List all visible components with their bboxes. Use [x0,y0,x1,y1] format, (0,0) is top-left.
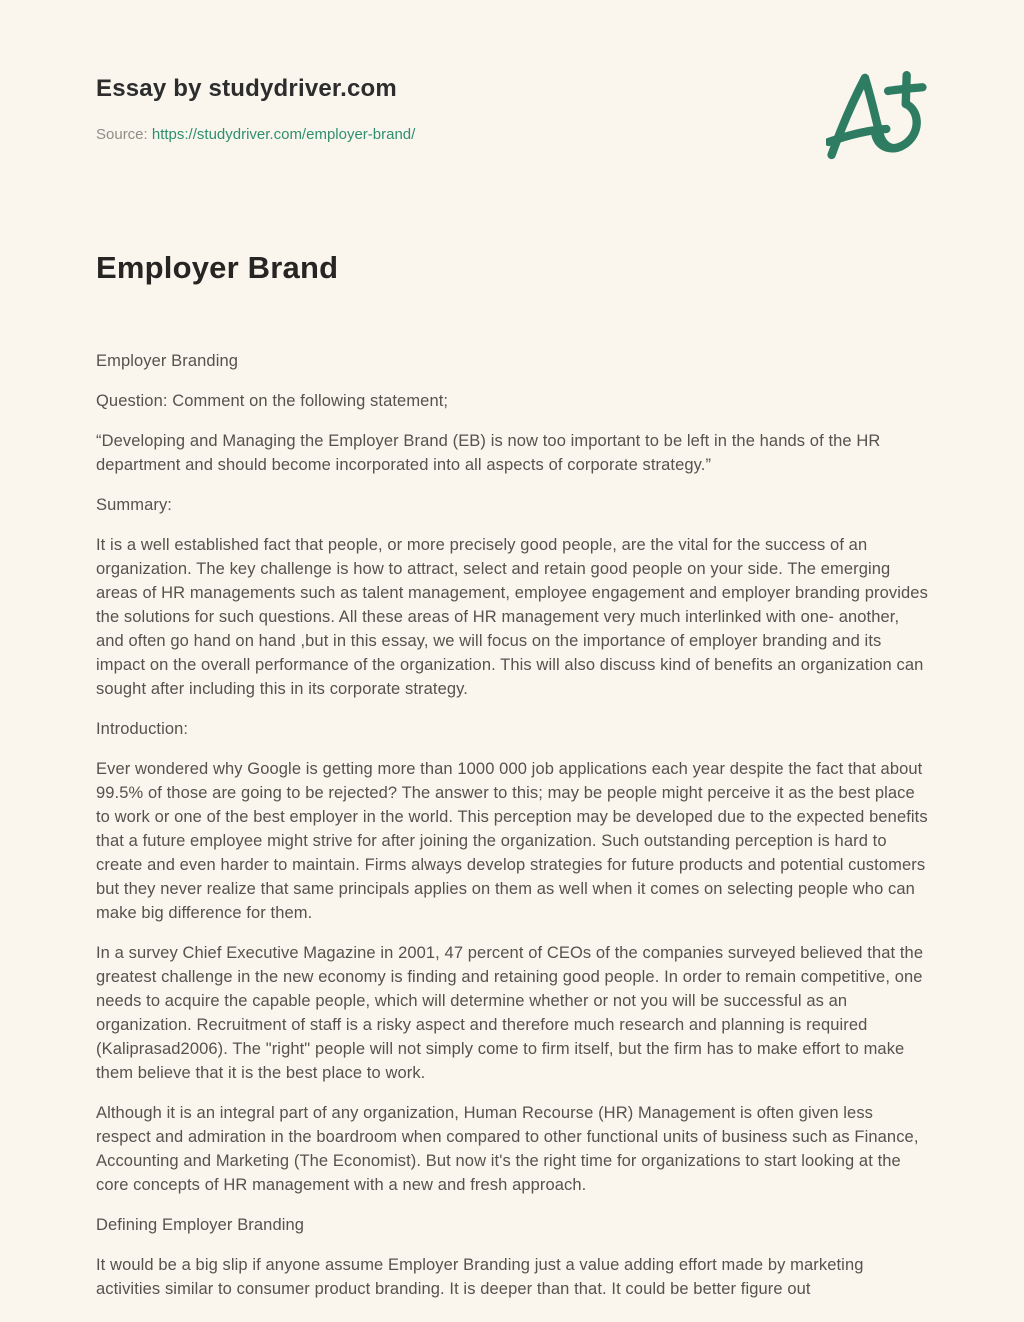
document-title: Employer Brand [96,250,339,285]
source-link[interactable]: https://studydriver.com/employer-brand/ [151,126,416,143]
defining-paragraph: It would be a big slip if anyone assume Employer Branding just a value adding effort made by marketing activities similar to consumer product branding. It is deeper than that. It could be better figure out [96,1256,864,1298]
heading-employer-branding: Employer Branding [96,352,239,370]
quote-statement: “Developing and Managing the Employer Brand (EB) is now too important to be left in the hands of the HR department and should become incorporated into all aspects of corporate strategy.” [96,432,881,474]
a-plus-logo-icon [826,69,928,163]
introduction-paragraph-3: Although it is an integral part of any organization, Human Recourse (HR) Management is often given less respect and admiration in the boardroom when compared to other functional units of business such as Finance, Accounting and Marketing (The Economist). But now it's the right time for organizations to start looking at the core concepts of HR management with a new and fresh approach. [96,1104,919,1194]
question-line: Question: Comment on the following statement; [96,392,449,410]
source-line [96,125,415,145]
page-header [96,75,928,163]
document-body [96,349,928,1301]
summary-paragraph: It is a well established fact that people, or more precisely good people, are the vital for the success of an organization. The key challenge is how to attract, select and retain good people on your side. The emerging areas of HR managements such as talent management, employee engagement and employer branding provides the solutions for such questions. All these areas of HR management very much interlinked with one- another, and often go hand on hand ,but in this essay, we will focus on the importance of employer branding and its impact on the overall performance of the organization. This will also discuss kind of benefits an organization can sought after including this in its corporate strategy. [96,536,928,698]
heading-summary: Summary: [96,496,172,514]
introduction-paragraph-1: Ever wondered why Google is getting more than 1000 000 job applications each year despite the fact that about 99.5% of those are going to be rejected? The answer to this; may be people might perceive it as the best place to work or one of the best employer in the world. This perception may be developed due to the expected benefits that a future employee might strive for after joining the organization. Such outstanding perception is hard to create and even harder to maintain. Firms always develop strategies for future products and potential customers but they never realize that same principals applies on them as well when it comes on selecting people who can make big difference for them. [96,760,928,922]
heading-defining-employer-branding: Defining Employer Branding [96,1216,305,1234]
header-text-block [96,75,415,145]
source-label: Source: [96,126,148,143]
introduction-paragraph-2: In a survey Chief Executive Magazine in 2001, 47 percent of CEOs of the companies surveyed believed that the greatest challenge in the new economy is finding and retaining good people. In order to remain competitive, one needs to acquire the capable people, which will determine whether or not you will be successful as an organization. Recruitment of staff is a risky aspect and therefore much research and planning is required (Kaliprasad2006). The "right" people will not simply come to firm itself, but the firm has to make effort to make them believe that it is the best place to work. [96,944,924,1082]
heading-introduction: Introduction: [96,720,189,738]
site-title: Essay by studydriver.com [96,75,397,102]
